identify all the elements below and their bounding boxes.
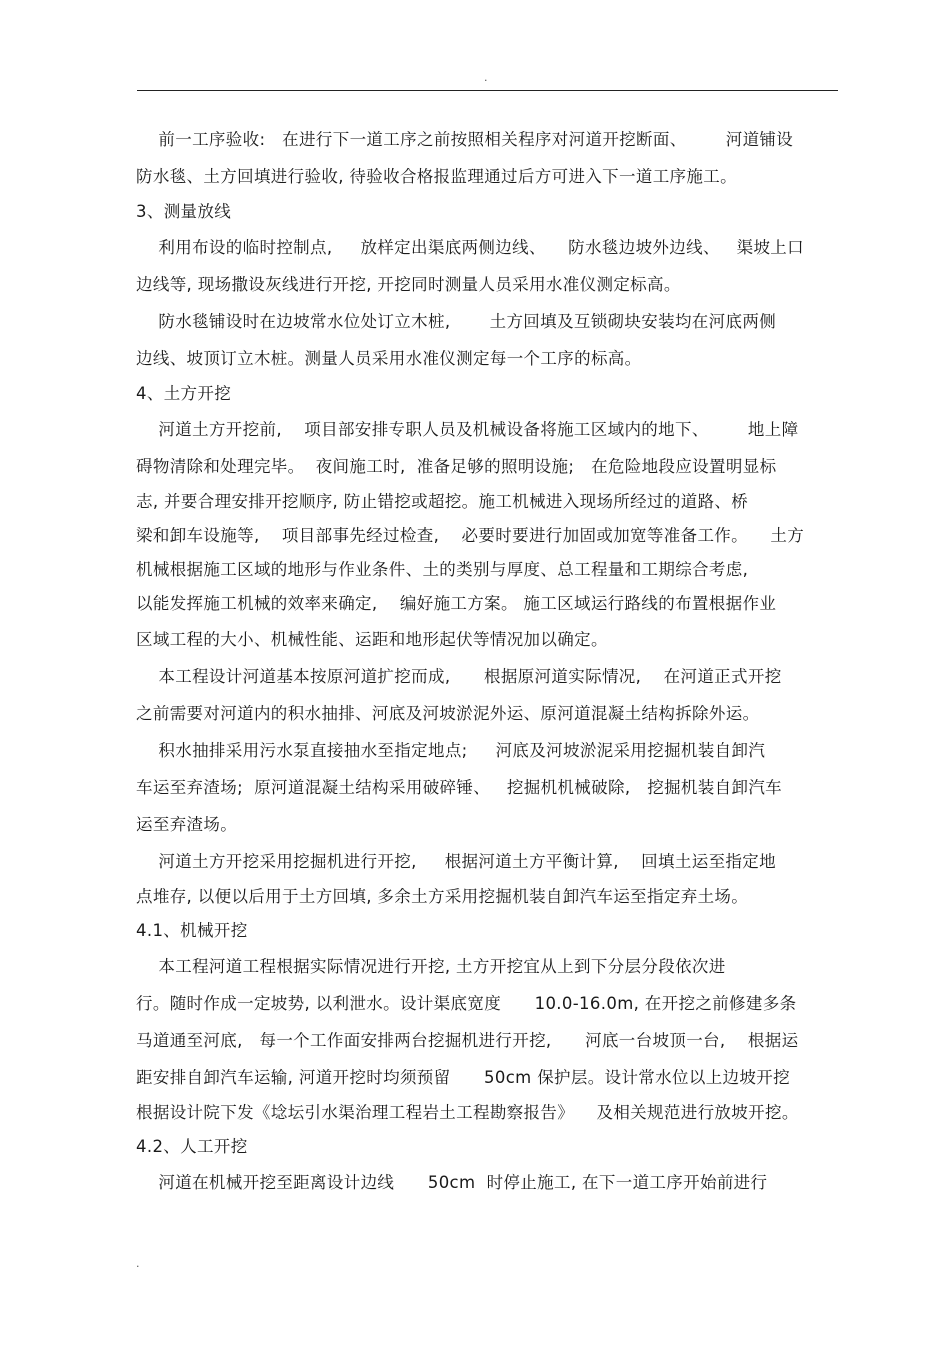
section-heading-mechanical-excavation: 4.1、机械开挖 [136, 921, 248, 940]
paragraph-earthwork-3 [136, 732, 838, 843]
text-line: 利用布设的临时控制点, 放样定出渠底两侧边线、 防水毯边坡外边线、 渠坡上口 [136, 238, 805, 257]
text-line: 机械根据施工区域的地形与作业条件、土的类别与厚度、总工程量和工期综合考虑, [136, 560, 749, 579]
text-line: 碍物清除和处理完毕。 夜间施工时, 准备足够的照明设施; 在危险地段应设置明显标 [136, 457, 777, 476]
text-line: 距安排自卸汽车运输, 河道开挖时均须预留 50cm 保护层。设计常水位以上边坡开挖 [136, 1068, 790, 1087]
header-rule [137, 90, 838, 91]
paragraph-prior-process-acceptance [136, 121, 838, 195]
footer-mark: . [136, 1257, 140, 1270]
text-line: 根据设计院下发《埝坛引水渠治理工程岩土工程勘察报告》 及相关规范进行放坡开挖。 [136, 1103, 799, 1122]
paragraph-survey-1 [136, 229, 838, 303]
text-line: 区域工程的大小、机械性能、运距和地形起伏等情况加以确定。 [136, 630, 608, 649]
text-line: 车运至弃渣场; 原河道混凝土结构采用破碎锤、 挖掘机机械破除, 挖掘机装自卸汽车 [136, 778, 783, 797]
text-line: 马道通至河底, 每一个工作面安排两台挖掘机进行开挖, 河底一台坡顶一台, 根据运 [136, 1031, 799, 1050]
paragraph-earthwork-1 [136, 411, 838, 658]
text-line: 河道土方开挖采用挖掘机进行开挖, 根据河道土方平衡计算, 回填土运至指定地 [136, 852, 776, 871]
text-line: 边线、坡顶订立木桩。测量人员采用水准仪测定每一个工序的标高。 [136, 349, 642, 368]
paragraph-earthwork-2 [136, 658, 838, 732]
text-line: 运至弃渣场。 [136, 815, 238, 834]
document-body [136, 121, 838, 1201]
paragraph-survey-2 [136, 303, 838, 377]
text-line: 行。随时作成一定坡势, 以利泄水。设计渠底宽度 10.0-16.0m, 在开挖之前修建多条 [136, 994, 797, 1013]
text-line: 河道土方开挖前, 项目部安排专职人员及机械设备将施工区域内的地下、 地上障 [136, 420, 799, 439]
text-line: 前一工序验收: 在进行下一道工序之前按照相关程序对河道开挖断面、 河道铺设 [136, 130, 794, 149]
text-line: 防水毯、土方回填进行验收, 待验收合格报监理通过后方可进入下一道工序施工。 [136, 167, 737, 186]
header-mark: . [484, 71, 488, 84]
text-line: 梁和卸车设施等, 项目部事先经过检查, 必要时要进行加固或加宽等准备工作。 土方 [136, 526, 805, 545]
text-line: 边线等, 现场撒设灰线进行开挖, 开挖同时测量人员采用水准仪测定标高。 [136, 275, 681, 294]
text-line: 河道在机械开挖至距离设计边线 50cm 时停止施工, 在下一道工序开始前进行 [136, 1173, 768, 1192]
text-line: 本工程设计河道基本按原河道扩挖而成, 根据原河道实际情况, 在河道正式开挖 [136, 667, 782, 686]
paragraph-earthwork-4 [136, 843, 838, 914]
text-line: 点堆存, 以便以后用于土方回填, 多余土方采用挖掘机装自卸汽车运至指定弃土场。 [136, 887, 749, 906]
text-line: 之前需要对河道内的积水抽排、河底及河坡淤泥外运、原河道混凝土结构拆除外运。 [136, 704, 760, 723]
paragraph-mechanical-excavation [136, 948, 838, 1130]
section-heading-survey-layout: 3、测量放线 [136, 202, 232, 221]
text-line: 本工程河道工程根据实际情况进行开挖, 土方开挖宜从上到下分层分段依次进 [136, 957, 726, 976]
text-line: 防水毯铺设时在边坡常水位处订立木桩, 土方回填及互锁砌块安装均在河底两侧 [136, 312, 777, 331]
paragraph-manual-excavation [136, 1164, 838, 1201]
section-heading-manual-excavation: 4.2、人工开挖 [136, 1137, 248, 1156]
section-heading-earthwork-excavation: 4、土方开挖 [136, 384, 232, 403]
text-line: 积水抽排采用污水泵直接抽水至指定地点; 河底及河坡淤泥采用挖掘机装自卸汽 [136, 741, 766, 760]
text-line: 以能发挥施工机械的效率来确定, 编好施工方案。 施工区域运行路线的布置根据作业 [136, 594, 777, 613]
text-line: 志, 并要合理安排开挖顺序, 防止错挖或超挖。施工机械进入现场所经过的道路、桥 [136, 492, 749, 511]
